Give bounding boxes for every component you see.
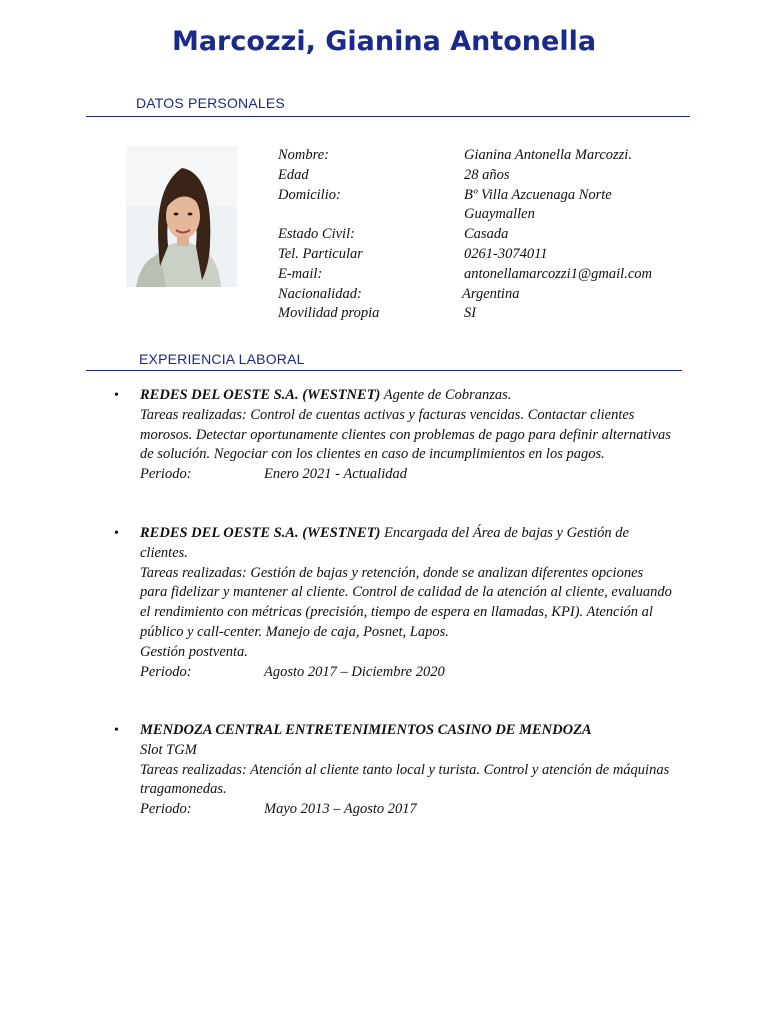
job-entry bbox=[114, 524, 674, 682]
info-label: Estado Civil: bbox=[278, 226, 355, 243]
period-value: Agosto 2017 – Diciembre 2020 bbox=[264, 663, 445, 680]
info-label: Nombre: bbox=[278, 147, 330, 163]
job-heading bbox=[140, 524, 674, 564]
info-value: 0261-3074011 bbox=[464, 245, 548, 262]
period-label: Periodo: bbox=[140, 801, 192, 818]
job-period bbox=[140, 800, 674, 820]
job-tasks: Tareas realizadas: Control de cuentas activas y facturas vencidas. Contactar clientes morosos. Detectar oportunamente clientes con problemas de pago para definir alternativas de solución. Negociar con los clientes en caso de incumplimientos en los pagos. bbox=[140, 406, 671, 463]
job-period bbox=[140, 465, 674, 485]
info-label: Movilidad propia bbox=[278, 305, 380, 322]
info-label: Domicilio: bbox=[278, 186, 341, 203]
email-value: antonellamarcozzi1@gmail.com bbox=[464, 265, 652, 282]
info-value: Gianina Antonella Marcozzi. bbox=[464, 147, 632, 163]
info-value: Guaymallen bbox=[464, 206, 535, 223]
period-label: Periodo: bbox=[140, 466, 192, 483]
profile-photo bbox=[126, 146, 237, 287]
job-tasks: Tareas realizadas: Atención al cliente tanto local y turista. Control y atención de máquinas tragamonedas. bbox=[140, 761, 670, 798]
section-heading-personal: DATOS PERSONALES bbox=[136, 95, 285, 111]
bullet-icon: • bbox=[114, 388, 119, 403]
info-value: Bº Villa Azcuenaga Norte bbox=[464, 186, 612, 203]
section-heading-experience: EXPERIENCIA LABORAL bbox=[139, 351, 305, 367]
section-divider bbox=[86, 370, 682, 371]
job-company: REDES DEL OESTE S.A. (WESTNET) bbox=[140, 387, 381, 403]
job-role: Encargada del Área de bajas y Gestión de clientes. bbox=[140, 525, 629, 561]
info-label: Tel. Particular bbox=[278, 245, 363, 262]
info-value: Casada bbox=[464, 226, 509, 243]
info-value: SI bbox=[464, 305, 477, 322]
job-role: Slot TGM bbox=[140, 741, 197, 758]
period-value: Mayo 2013 – Agosto 2017 bbox=[264, 801, 417, 818]
info-value: Argentina bbox=[462, 285, 520, 302]
info-value: 28 años bbox=[464, 166, 510, 183]
job-heading bbox=[140, 386, 674, 406]
job-extra: Gestión postventa. bbox=[140, 643, 248, 660]
bullet-icon: • bbox=[114, 526, 119, 541]
info-label: Nacionalidad: bbox=[278, 285, 362, 302]
job-company: REDES DEL OESTE S.A. (WESTNET) bbox=[140, 525, 381, 541]
job-tasks: Tareas realizadas: Gestión de bajas y retención, donde se analizan diferentes opciones para fidelizar y mantener al cliente. Control de calidad de la atención al cliente, evaluando el rendimiento con métricas (precisión, tiempo de espera en llamadas, KPI). Atención al público y call-center. Manejo de caja, Posnet, Lapos. bbox=[140, 564, 672, 640]
profile-photo-image bbox=[126, 146, 237, 287]
job-period bbox=[140, 663, 674, 683]
bullet-icon: • bbox=[114, 723, 119, 738]
job-entry bbox=[114, 386, 674, 485]
info-label: E-mail: bbox=[278, 265, 323, 282]
job-entry bbox=[114, 721, 674, 820]
job-role: Agente de Cobranzas. bbox=[380, 387, 512, 403]
section-divider bbox=[86, 116, 690, 117]
resume-name: Marcozzi, Gianina Antonella bbox=[171, 26, 597, 57]
info-label: Edad bbox=[278, 166, 309, 183]
period-label: Periodo: bbox=[140, 663, 192, 680]
job-company: MENDOZA CENTRAL ENTRETENIMIENTOS CASINO DE MENDOZA bbox=[140, 722, 592, 738]
period-value: Enero 2021 - Actualidad bbox=[264, 466, 407, 483]
